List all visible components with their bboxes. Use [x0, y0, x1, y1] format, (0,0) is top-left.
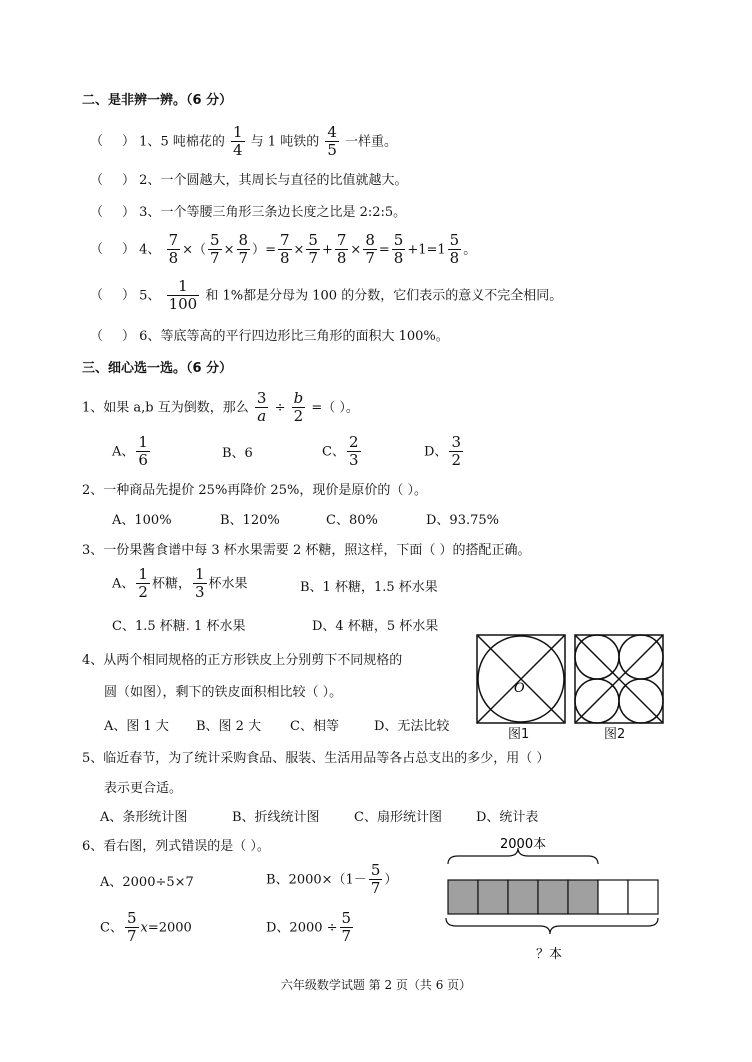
- q1-option-c[interactable]: C、 $\frac{2}{3}$: [322, 433, 359, 470]
- section2-title: 二、是非辨一辨。（6 分）: [82, 93, 233, 108]
- diagram-cells: [448, 880, 658, 914]
- page-footer: 六年级数学试题 第 2 页（共 6 页）: [280, 978, 472, 992]
- q5-option-d[interactable]: D、统计表: [476, 810, 539, 825]
- q1-option-d[interactable]: D、 $\frac{3}{2}$: [424, 433, 461, 470]
- choice-q5-line1: 5、临近春节，为了统计采购食品、服装、生活用品等各占总支出的多少，用（ ）: [82, 751, 550, 766]
- q2-option-d[interactable]: D、93.75%: [426, 513, 499, 528]
- q4-option-c[interactable]: C、相等: [290, 719, 339, 734]
- q6-option-b[interactable]: B、2000×（1－ $\frac{5}{7}$ ）: [266, 861, 398, 898]
- diagram-bottom-label: ？本: [536, 947, 563, 962]
- empty-cell: [598, 880, 628, 914]
- q4-option-d[interactable]: D、无法比较: [374, 719, 450, 734]
- center-label: O: [514, 681, 525, 696]
- judge-item-4: （ ） 4、 $\frac{7}{8}$ ×（ $\frac{5}{7}$ × $\frac{8}{7}$ ）= $\frac{7}{8}$ × $\frac{5}{7}$ + $\frac{7}{8}$ × $\frac{8}{7}$ = $\frac{5}{8}$ +1=1 $\frac{5}{8}$ 。: [90, 231, 477, 268]
- fraction: $\frac{1}{4}$: [232, 123, 243, 160]
- q1-option-b[interactable]: B、6: [222, 446, 253, 461]
- q4-option-b[interactable]: B、图 2 大: [196, 719, 262, 734]
- q2-option-b[interactable]: B、120%: [220, 513, 280, 528]
- q4-option-a[interactable]: A、图 1 大: [104, 719, 169, 734]
- q2-option-a[interactable]: A、100%: [112, 513, 172, 528]
- q5-option-a[interactable]: A、条形统计图: [100, 810, 188, 825]
- q6-option-c[interactable]: C、 $\frac{5}{7}$ x=2000: [100, 909, 192, 946]
- shaded-cell: [568, 880, 598, 914]
- q1-option-a[interactable]: A、 $\frac{1}{6}$: [112, 433, 148, 470]
- shaded-cell: [448, 880, 478, 914]
- bottom-brace: [446, 918, 658, 934]
- q5-option-c[interactable]: C、扇形统计图: [354, 810, 442, 825]
- q6-option-a[interactable]: A、2000÷5×7: [100, 875, 194, 890]
- choice-q6: 6、看右图，列式错误的是（ ）。: [82, 839, 270, 854]
- choice-q5-line2: 表示更合适。: [104, 781, 183, 796]
- figure-2-square-four-circles: [574, 634, 664, 724]
- q2-option-c[interactable]: C、80%: [326, 513, 378, 528]
- q6-option-d[interactable]: D、2000 ÷ $\frac{5}{7}$: [266, 909, 352, 946]
- q3-option-b[interactable]: B、1 杯糖，1.5 杯水果: [300, 580, 438, 595]
- q6-bar-diagram: [440, 830, 664, 964]
- q3-option-d[interactable]: D、4 杯糖，5 杯水果: [312, 619, 439, 634]
- judge-item-3: （ ） 3、一个等腰三角形三条边长度之比是 2:2:5。: [90, 205, 407, 220]
- figure-2-label: 图2: [604, 727, 626, 742]
- q5-option-b[interactable]: B、折线统计图: [232, 810, 320, 825]
- section3-title: 三、细心选一选。（6 分）: [82, 361, 233, 376]
- choice-q1: 1、如果 a,b 互为倒数，那么 $\frac{3}{a}$ ÷ $\frac{b}{2}$ =（ ）。: [82, 389, 359, 426]
- empty-cell: [628, 880, 658, 914]
- q3-option-a[interactable]: A、 $\frac{1}{2}$ 杯糖， $\frac{1}{3}$ 杯水果: [112, 565, 248, 602]
- judge-item-5: （ ） 5、 $\frac{1}{100}$ 和 1%都是分母为 100 的分数，它们表示的意义不完全相同。: [90, 277, 563, 314]
- choice-q4-line1: 4、从两个相同规格的正方形铁皮上分别剪下不同规格的: [82, 653, 403, 668]
- shaded-cell: [538, 880, 568, 914]
- judge-item-6: （ ） 6、等底等高的平行四边形比三角形的面积大 100%。: [90, 329, 449, 344]
- choice-q2: 2、一种商品先提价 25%再降价 25%，现价是原价的（ ）。: [82, 483, 427, 498]
- figure-1-square-circle: [476, 634, 566, 724]
- shaded-cell: [508, 880, 538, 914]
- fraction: $\frac{4}{5}$: [327, 123, 337, 160]
- judge-item-1: （ ） 1、5 吨棉花的 $\frac{1}{4}$ 与 1 吨铁的 $\frac{4}{5}$ 一样重。: [90, 123, 398, 160]
- diagram-top-label: 2000本: [500, 837, 547, 852]
- choice-q3: 3、一份果酱食谱中每 3 杯水果需要 2 杯糖，照这样，下面（ ）的搭配正确。: [82, 543, 531, 558]
- judge-item-2: （ ） 2、一个圆越大，其周长与直径的比值就越大。: [90, 173, 408, 188]
- figure-1-label: 图1: [508, 727, 530, 742]
- q3-option-c[interactable]: C、1.5 杯糖. 1 杯水果: [112, 619, 246, 634]
- choice-q4-line2: 圆（如图），剩下的铁皮面积相比较（ ）。: [104, 685, 343, 700]
- shaded-cell: [478, 880, 508, 914]
